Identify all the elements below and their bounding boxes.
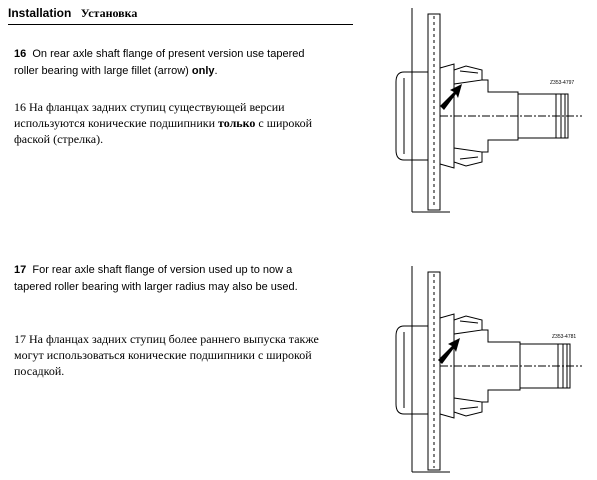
step-16-instruction-ru: 16 На фланцах задних ступиц существующей версии используются конические подшипники [14, 100, 285, 130]
figure-17-arrow-icon [438, 338, 460, 364]
header-title-en: Installation [8, 6, 72, 20]
page-header [8, 6, 137, 21]
step-16-text-ru [14, 99, 324, 147]
step-17-instruction-en: For rear axle shaft flange of version used up to now a tapered roller bearing with larger radius may also be used. [14, 264, 298, 293]
step-16-text-en [14, 46, 324, 80]
step-16-emphasis-en: only [191, 65, 215, 77]
figure-16-arrow-icon [440, 84, 462, 110]
header-title-ru: Установка [80, 6, 138, 20]
step-16-emphasis-ru: только [218, 116, 256, 130]
step-16-instruction-en: On rear axle shaft flange of present version use tapered roller bearing with large fillet (arrow) [14, 48, 305, 77]
figure-17-bearing-drawing [390, 266, 590, 476]
step-16-end-ru: с широкой фаской (стрелка). [14, 116, 313, 146]
figure-17-bearing-upper [454, 316, 482, 334]
figure-16-code: Z353-4797 [550, 80, 575, 86]
figure-16-bearing-drawing [390, 8, 590, 216]
step-17-text-en [14, 262, 324, 296]
figure-16-bearing-upper [454, 66, 482, 84]
figure-17-bearing-lower [454, 398, 482, 416]
step-16-end-en: . [214, 65, 218, 77]
step-17-number: 17 [14, 264, 27, 276]
step-17-instruction-ru: 17 На фланцах задних ступиц более раннего выпуска также могут использоваться конические подшипники с широкой посадкой. [14, 332, 319, 378]
figure-16-bearing-lower [454, 148, 482, 166]
header-rule [8, 24, 353, 25]
step-16-number: 16 [14, 48, 27, 60]
figure-17-code: Z353-4781 [552, 334, 577, 340]
step-17-text-ru [14, 331, 324, 379]
